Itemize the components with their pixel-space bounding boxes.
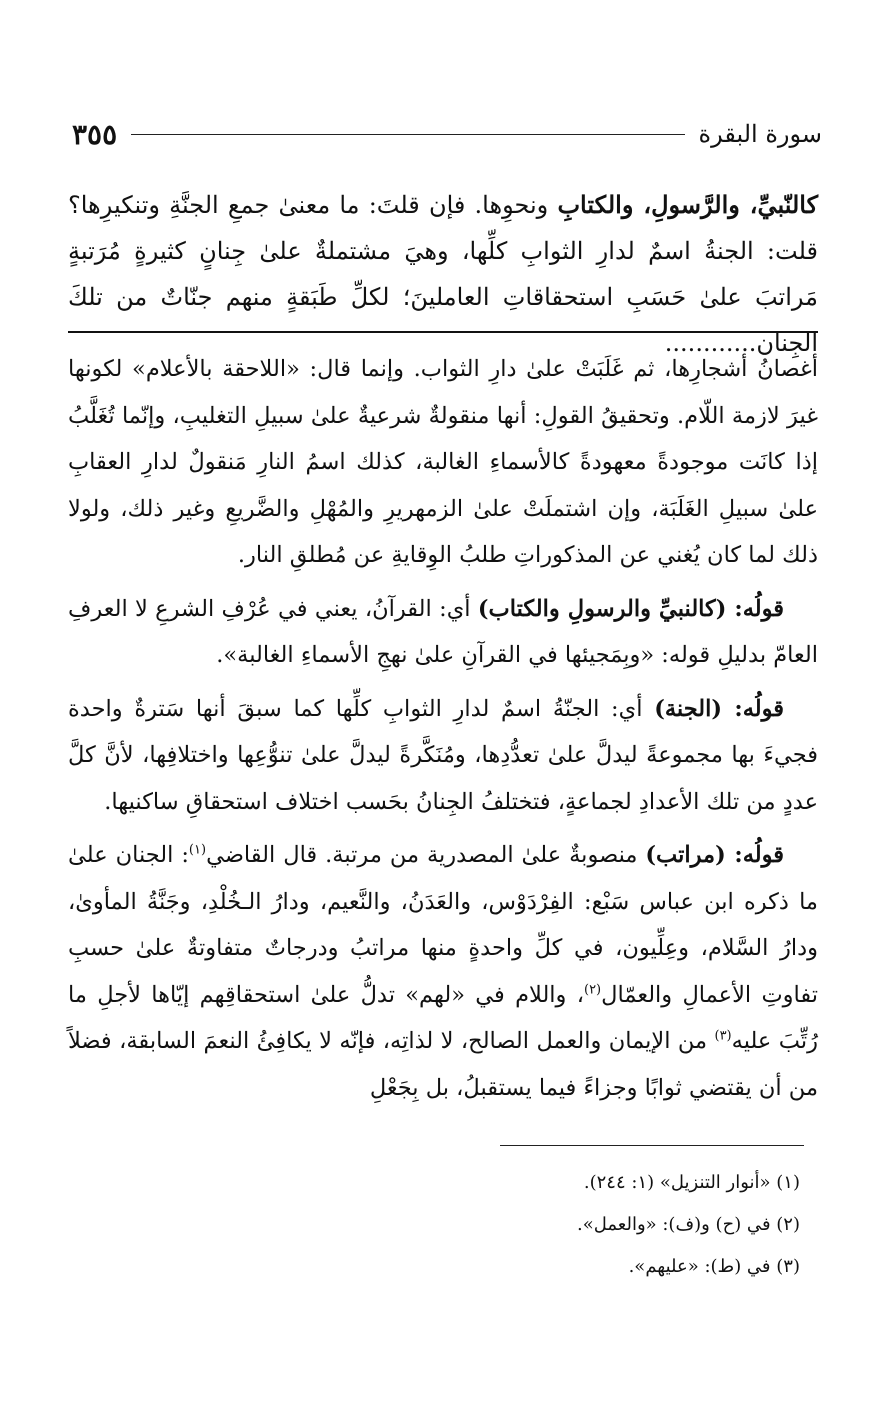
- commentary-paragraph: [68, 586, 818, 679]
- commentary-body: : الجنان علىٰ ما ذكره ابن عباس سَبْع: الفِرْدَوْس، والعَدَنُ، والنَّعيم، ودارُ الـخُلْدِ، وجَنَّةُ المأوىٰ، ودارُ السَّلام، وعِلِّيون، في كلِّ واحدةٍ منها مراتبُ ودرجاتٌ متفاوتةٌ علىٰ حسبِ تفاوتِ الأعمالِ والعمّال: [68, 842, 818, 1008]
- footnote-ref[interactable]: (٢): [583, 982, 602, 997]
- matn-keywords: كالنّبيِّ، والرَّسولِ، والكتابِ: [557, 190, 819, 219]
- commentary-lemma: قولُه: (الجنة): [654, 695, 784, 722]
- footnotes: [68, 1162, 800, 1288]
- page-number: ٣٥٥: [72, 117, 118, 151]
- commentary-body: أي: القرآنُ، يعني في عُرْفِ الشرعِ لا العرفِ العامّ بدليلِ قوله: «وبِمَجيئها في القرآنِ علىٰ نهجِ الأسماءِ الغالبة».: [68, 595, 818, 668]
- matn-text: [68, 182, 818, 366]
- page-header: [72, 112, 822, 156]
- sura-title: سورة البقرة: [698, 120, 822, 148]
- footnote: (١) «أنوار التنزيل» (١: ٢٤٤).: [583, 1172, 800, 1193]
- footnote: (٢) في (ح) و(ف): «والعمل».: [577, 1214, 800, 1235]
- commentary-paragraph: أغصانُ أشجارِها، ثم غَلَبَتْ علىٰ دارِ الثواب. وإنما قال: «اللاحقة بالأعلام» لكونها غيرَ لازمة اللّام. وتحقيقُ القولِ: أنها منقولةٌ شرعيةٌ علىٰ سبيلِ التغليبِ، وإنّما تُغَلَّبُ إذا كانَت موجودةً معهودةً كالأسماءِ الغالبة، كذلك اسمُ النارِ مَنقولٌ لدارِ العقابِ علىٰ سبيلِ الغَلَبَة، وإن اشتملَتْ علىٰ الزمهريرِ والمُهْلِ والضَّريعِ وغير ذلك، ولولا ذلك لما كان يُغني عن المذكوراتِ طلبُ الوِقايةِ عن مُطلقِ النار.: [68, 356, 818, 568]
- commentary-body: منصوبةٌ علىٰ المصدرية من مرتبة. قال القاضي: [206, 842, 646, 868]
- commentary-lemma: قولُه: (مراتب): [645, 842, 784, 868]
- footnote-separator-rule: [500, 1145, 804, 1146]
- footnote: (٣) في (ط): «عليهم».: [628, 1256, 800, 1277]
- header-rule: [131, 134, 684, 135]
- commentary-body: ، واللام في «لهم» تدلُّ علىٰ استحقاقِهم إيّاها لأجلِ ما رُتِّبَ عليه: [68, 981, 818, 1054]
- commentary-paragraph: [68, 832, 818, 1111]
- commentary-paragraph: [68, 686, 818, 826]
- commentary-body: أي: الجنّةُ اسمٌ لدارِ الثوابِ كلِّها كما سبقَ أنها سَترةٌ واحدة فجيءَ بها مجموعةً ليدلَّ علىٰ تعدُّدِها، ومُنَكَّرةً ليدلَّ علىٰ تنوُّعِها واختلافِها، لأنَّ كلَّ عددٍ من تلك الأعدادِ لجماعةٍ، فتختلفُ الجِنانُ بحَسب اختلاف استحقاقِ ساكنيها.: [68, 695, 818, 815]
- matn-body: ونحوِها. فإن قلتَ: ما معنىٰ جمعِ الجنَّةِ وتنكيرِها؟ قلت: الجنةُ اسمٌ لدارِ الثوابِ كلِّها، وهيَ مشتملةٌ علىٰ جِنانٍ كثيرةٍ مُرَتبةٍ مَراتبَ علىٰ حَسَبِ استحقاقاتِ العاملينَ؛ لكلِّ طَبَقةٍ منهم جنّاتٌ من تلكَ الجِنان............: [68, 191, 818, 357]
- footnote-ref[interactable]: (٣): [714, 1028, 732, 1044]
- commentary-body: من الإيمان والعمل الصالح، لا لذاتِه، فإنّه لا يكافِئُ النعمَ السابقة، فضلاً من أن يقتضي ثوابًا وجزاءً فيما يستقبلُ، بل بِجَعْلِ: [68, 1028, 818, 1101]
- footnote-ref[interactable]: (١): [188, 842, 207, 858]
- commentary-text: [68, 346, 818, 1118]
- matn-separator-rule: [68, 331, 818, 333]
- commentary-lemma: قولُه: (كالنبيِّ والرسولِ والكتاب): [477, 595, 784, 622]
